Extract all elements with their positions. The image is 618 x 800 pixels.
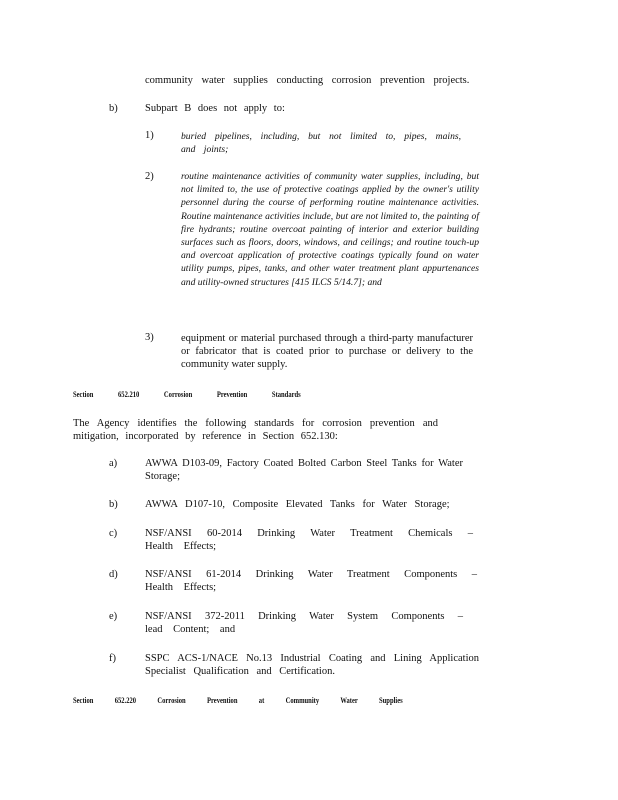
subitem-label-2: 2)	[145, 171, 154, 182]
list-item-c: NSF/ANSI 60-2014 Drinking Water Treatment Chemicals – Health Effects;	[145, 528, 473, 552]
subitem-label-1: 1)	[145, 130, 154, 141]
list-label-a: a)	[109, 458, 118, 469]
list-label-d: d)	[109, 569, 118, 580]
list-label-f: f)	[109, 653, 116, 664]
list-label-c: c)	[109, 528, 118, 539]
subpart-b-text: Subpart B does not apply to:	[145, 103, 285, 114]
subitem-text-2: routine maintenance activities of community water supplies, including, but not limited to, the use of protective coatings applied by the owner's utility personnel during the course of performing routine maintenance activities. Routine maintenance activities include, but are not limited to, the painting of fire hydrants; routine overcoat painting of interior and exterior building surfaces such as floors, doors, windows, and ceilings; and routine touch-up and overcoat application of protective coatings typically found on water utility pumps, pipes, tanks, and other water treatment plant appurtenances and utility-owned structures [415 ILCS 5/14.7]; and	[181, 171, 479, 288]
subitem-text-3: equipment or material purchased through a third-party manufacturer or fabricator that is coated prior to purchase or delivery to the community water supply.	[181, 333, 473, 370]
subitem-text-1: buried pipelines, including, but not limited to, pipes, mains, and joints;	[181, 131, 461, 156]
list-label-b: b)	[109, 499, 118, 510]
subitem-label-3: 3)	[145, 332, 154, 343]
list-item-f: SSPC ACS-1/NACE No.13 Industrial Coating and Lining Application Specialist Qualification and Certification.	[145, 653, 479, 677]
section-heading-652-210: Section 652.210 Corrosion Prevention Standards	[73, 390, 301, 399]
list-item-a: AWWA D103-09, Factory Coated Bolted Carbon Steel Tanks for Water Storage;	[145, 458, 463, 482]
item-label-b: b)	[109, 103, 118, 114]
list-label-e: e)	[109, 611, 118, 622]
list-item-e: NSF/ANSI 372-2011 Drinking Water System Components – lead Content; and	[145, 611, 463, 635]
list-item-b: AWWA D107-10, Composite Elevated Tanks for Water Storage;	[145, 499, 450, 510]
continuation-line: community water supplies conducting corrosion prevention projects.	[145, 75, 470, 86]
section-heading-652-220: Section 652.220 Corrosion Prevention at Community Water Supplies	[73, 696, 403, 705]
list-item-d: NSF/ANSI 61-2014 Drinking Water Treatment Components – Health Effects;	[145, 569, 477, 593]
section-intro: The Agency identifies the following standards for corrosion prevention and mitigation, incorporated by reference in Section 652.130:	[73, 418, 438, 442]
